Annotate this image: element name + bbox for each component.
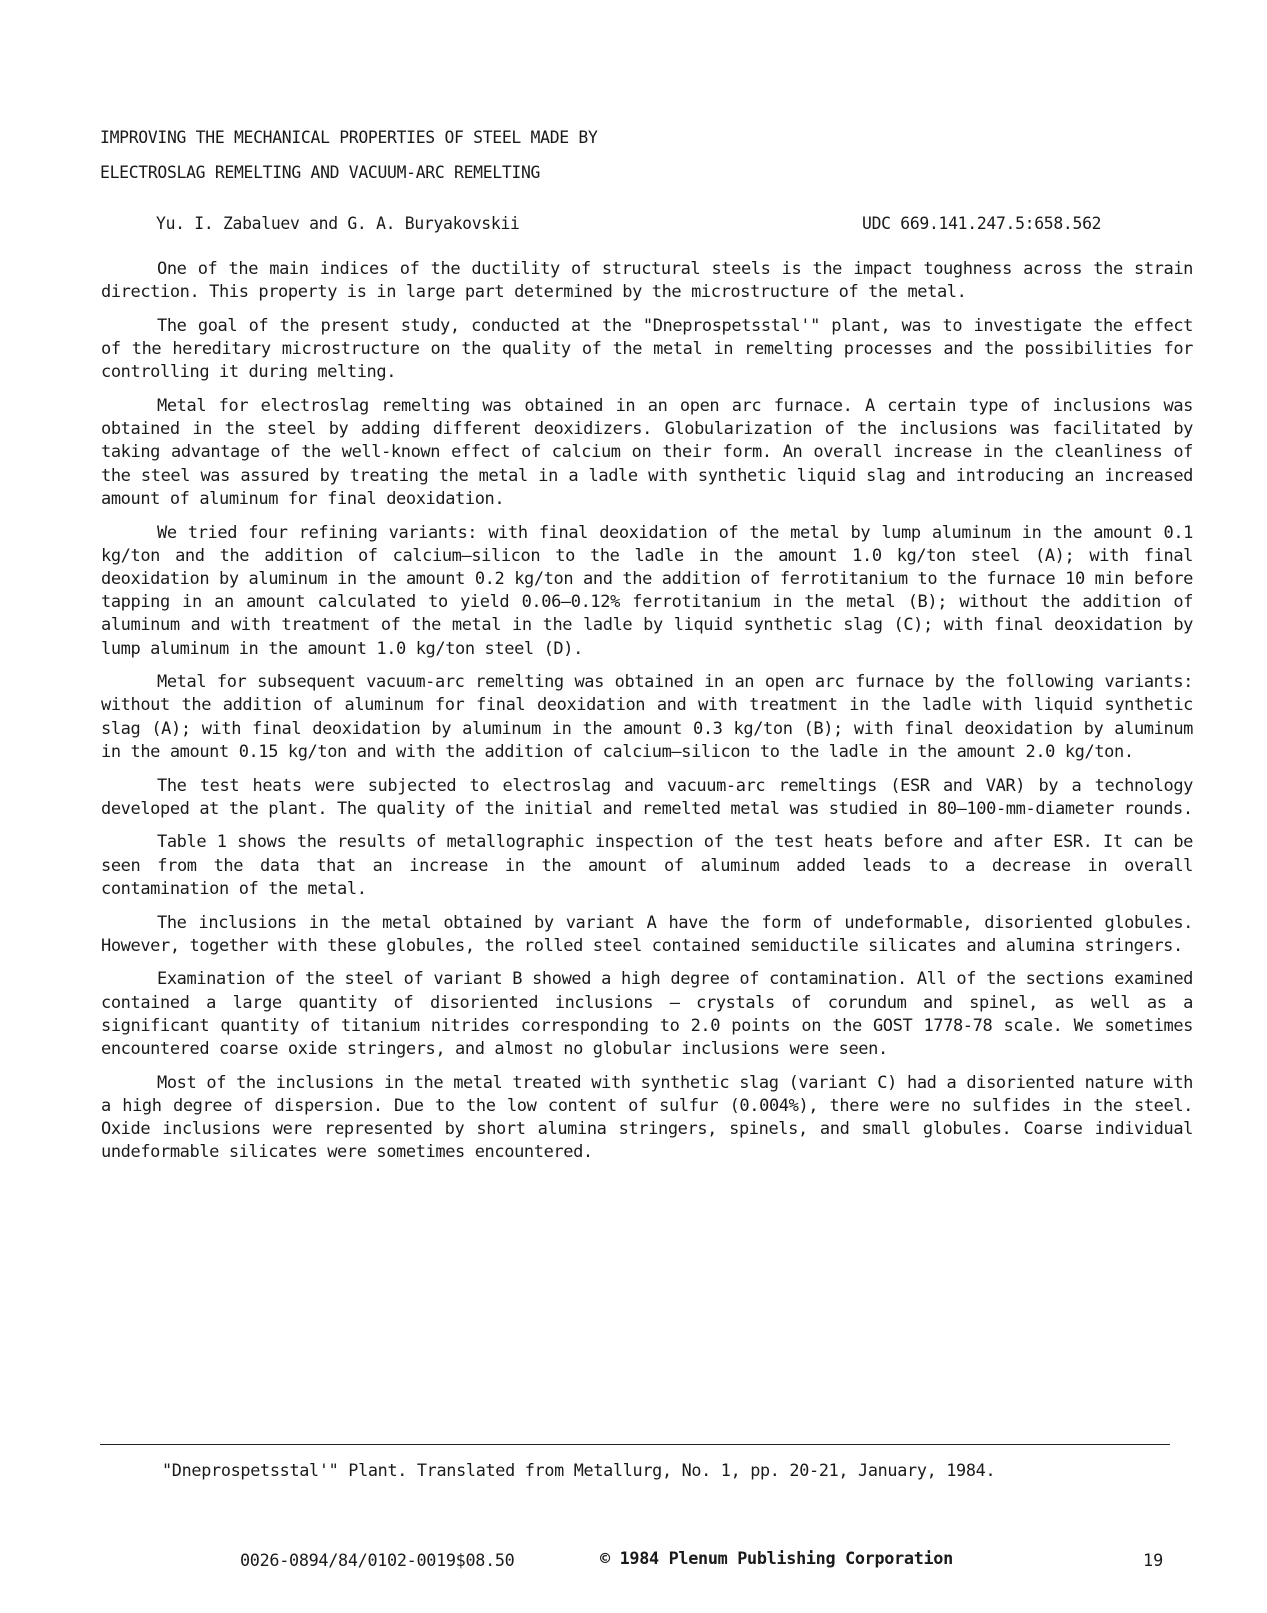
article-title-line-1: IMPROVING THE MECHANICAL PROPERTIES OF STEEL MADE BY bbox=[100, 128, 598, 147]
paragraph-2: The goal of the present study, conducted at the "Dneprospetsstal'" plant, was to investigate the effect of the hereditary microstructure on the quality of the metal in remelting processes and the possibilities for controlling it during melting. bbox=[101, 315, 1193, 383]
paragraph-9: Examination of the steel of variant B showed a high degree of contamination. All of the sections examined contained a large quantity of disoriented inclusions — crystals of corundum and spinel, as well as a significant quantity of titanium nitrides corresponding to 2.0 points on the GOST 1778-78 scale. We sometimes encountered coarse oxide stringers, and almost no globular inclusions were seen. bbox=[101, 969, 1193, 1060]
paragraph-6: The test heats were subjected to electroslag and vacuum-arc remeltings (ESR and VAR) by a technology developed at the plant. The quality of the initial and remelted metal was studied in 80–100-mm-diameter rounds. bbox=[101, 775, 1193, 819]
udc-code: UDC 669.141.247.5:658.562 bbox=[862, 214, 1102, 233]
publication-code: 0026-0894/84/0102-0019$08.50 bbox=[240, 1550, 515, 1570]
authors: Yu. I. Zabaluev and G. A. Buryakovskii bbox=[156, 214, 520, 233]
paragraph-7: Table 1 shows the results of metallographic inspection of the test heats before and after ESR. It can be seen from the data that an increase in the amount of aluminum added leads to a decrease in overall contamination of the metal. bbox=[101, 832, 1193, 899]
copyright-notice: © 1984 Plenum Publishing Corporation bbox=[600, 1548, 953, 1568]
article-title-line-2: ELECTROSLAG REMELTING AND VACUUM-ARC REMELTING bbox=[100, 163, 541, 182]
paragraph-8: The inclusions in the metal obtained by variant A have the form of undeformable, disoriented globules. However, together with these globules, the rolled steel contained semiductile silicates and alumina stringers. bbox=[101, 912, 1193, 956]
footnote-divider bbox=[100, 1444, 1170, 1445]
paragraph-5: Metal for subsequent vacuum-arc remelting was obtained in an open arc furnace by the following variants: without the addition of aluminum for final deoxidation and with treatment in the ladle with liquid synthetic slag (A); with final deoxidation by aluminum in the amount 0.3 kg/ton (B); with final deoxidation by aluminum in the amount 0.15 kg/ton and with the addition of calcium–silicon to the ladle in the amount 2.0 kg/ton. bbox=[101, 672, 1193, 762]
footnote: "Dneprospetsstal'" Plant. Translated from Metallurg, No. 1, pp. 20-21, January, 1984. bbox=[162, 1460, 996, 1480]
paragraph-1: One of the main indices of the ductility of structural steels is the impact toughness across the strain direction. This property is in large part determined by the microstructure of the metal. bbox=[101, 259, 1193, 303]
paragraph-3: Metal for electroslag remelting was obtained in an open arc furnace. A certain type of inclusions was obtained in the steel by adding different deoxidizers. Globularization of the inclusions was facilitated by taking advantage of the well-known effect of calcium on their form. An overall increase in the cleanliness of the steel was assured by treating the metal in a ladle with synthetic liquid slag and introducing an increased amount of aluminum for final deoxidation. bbox=[101, 396, 1193, 509]
paragraph-10: Most of the inclusions in the metal treated with synthetic slag (variant C) had a disoriented nature with a high degree of dispersion. Due to the low content of sulfur (0.004%), there were no sulfides in the steel. Oxide inclusions were represented by short alumina stringers, spinels, and small globules. Coarse individual undeformable silicates were sometimes encountered. bbox=[101, 1072, 1193, 1163]
article-body bbox=[101, 258, 1193, 1175]
paragraph-4: We tried four refining variants: with final deoxidation of the metal by lump aluminum in the amount 0.1 kg/ton and the addition of calcium–silicon to the ladle in the amount 1.0 kg/ton steel (A); with final deoxidation by aluminum in the amount 0.2 kg/ton and the addition of ferrotitanium to the furnace 10 min before tapping in an amount calculated to yield 0.06–0.12% ferrotitanium in the metal (B); without the addition of aluminum and with treatment of the metal in the ladle by liquid synthetic slag (C); with final deoxidation by lump aluminum in the amount 1.0 kg/ton steel (D). bbox=[101, 522, 1193, 659]
page-number: 19 bbox=[1143, 1550, 1164, 1570]
